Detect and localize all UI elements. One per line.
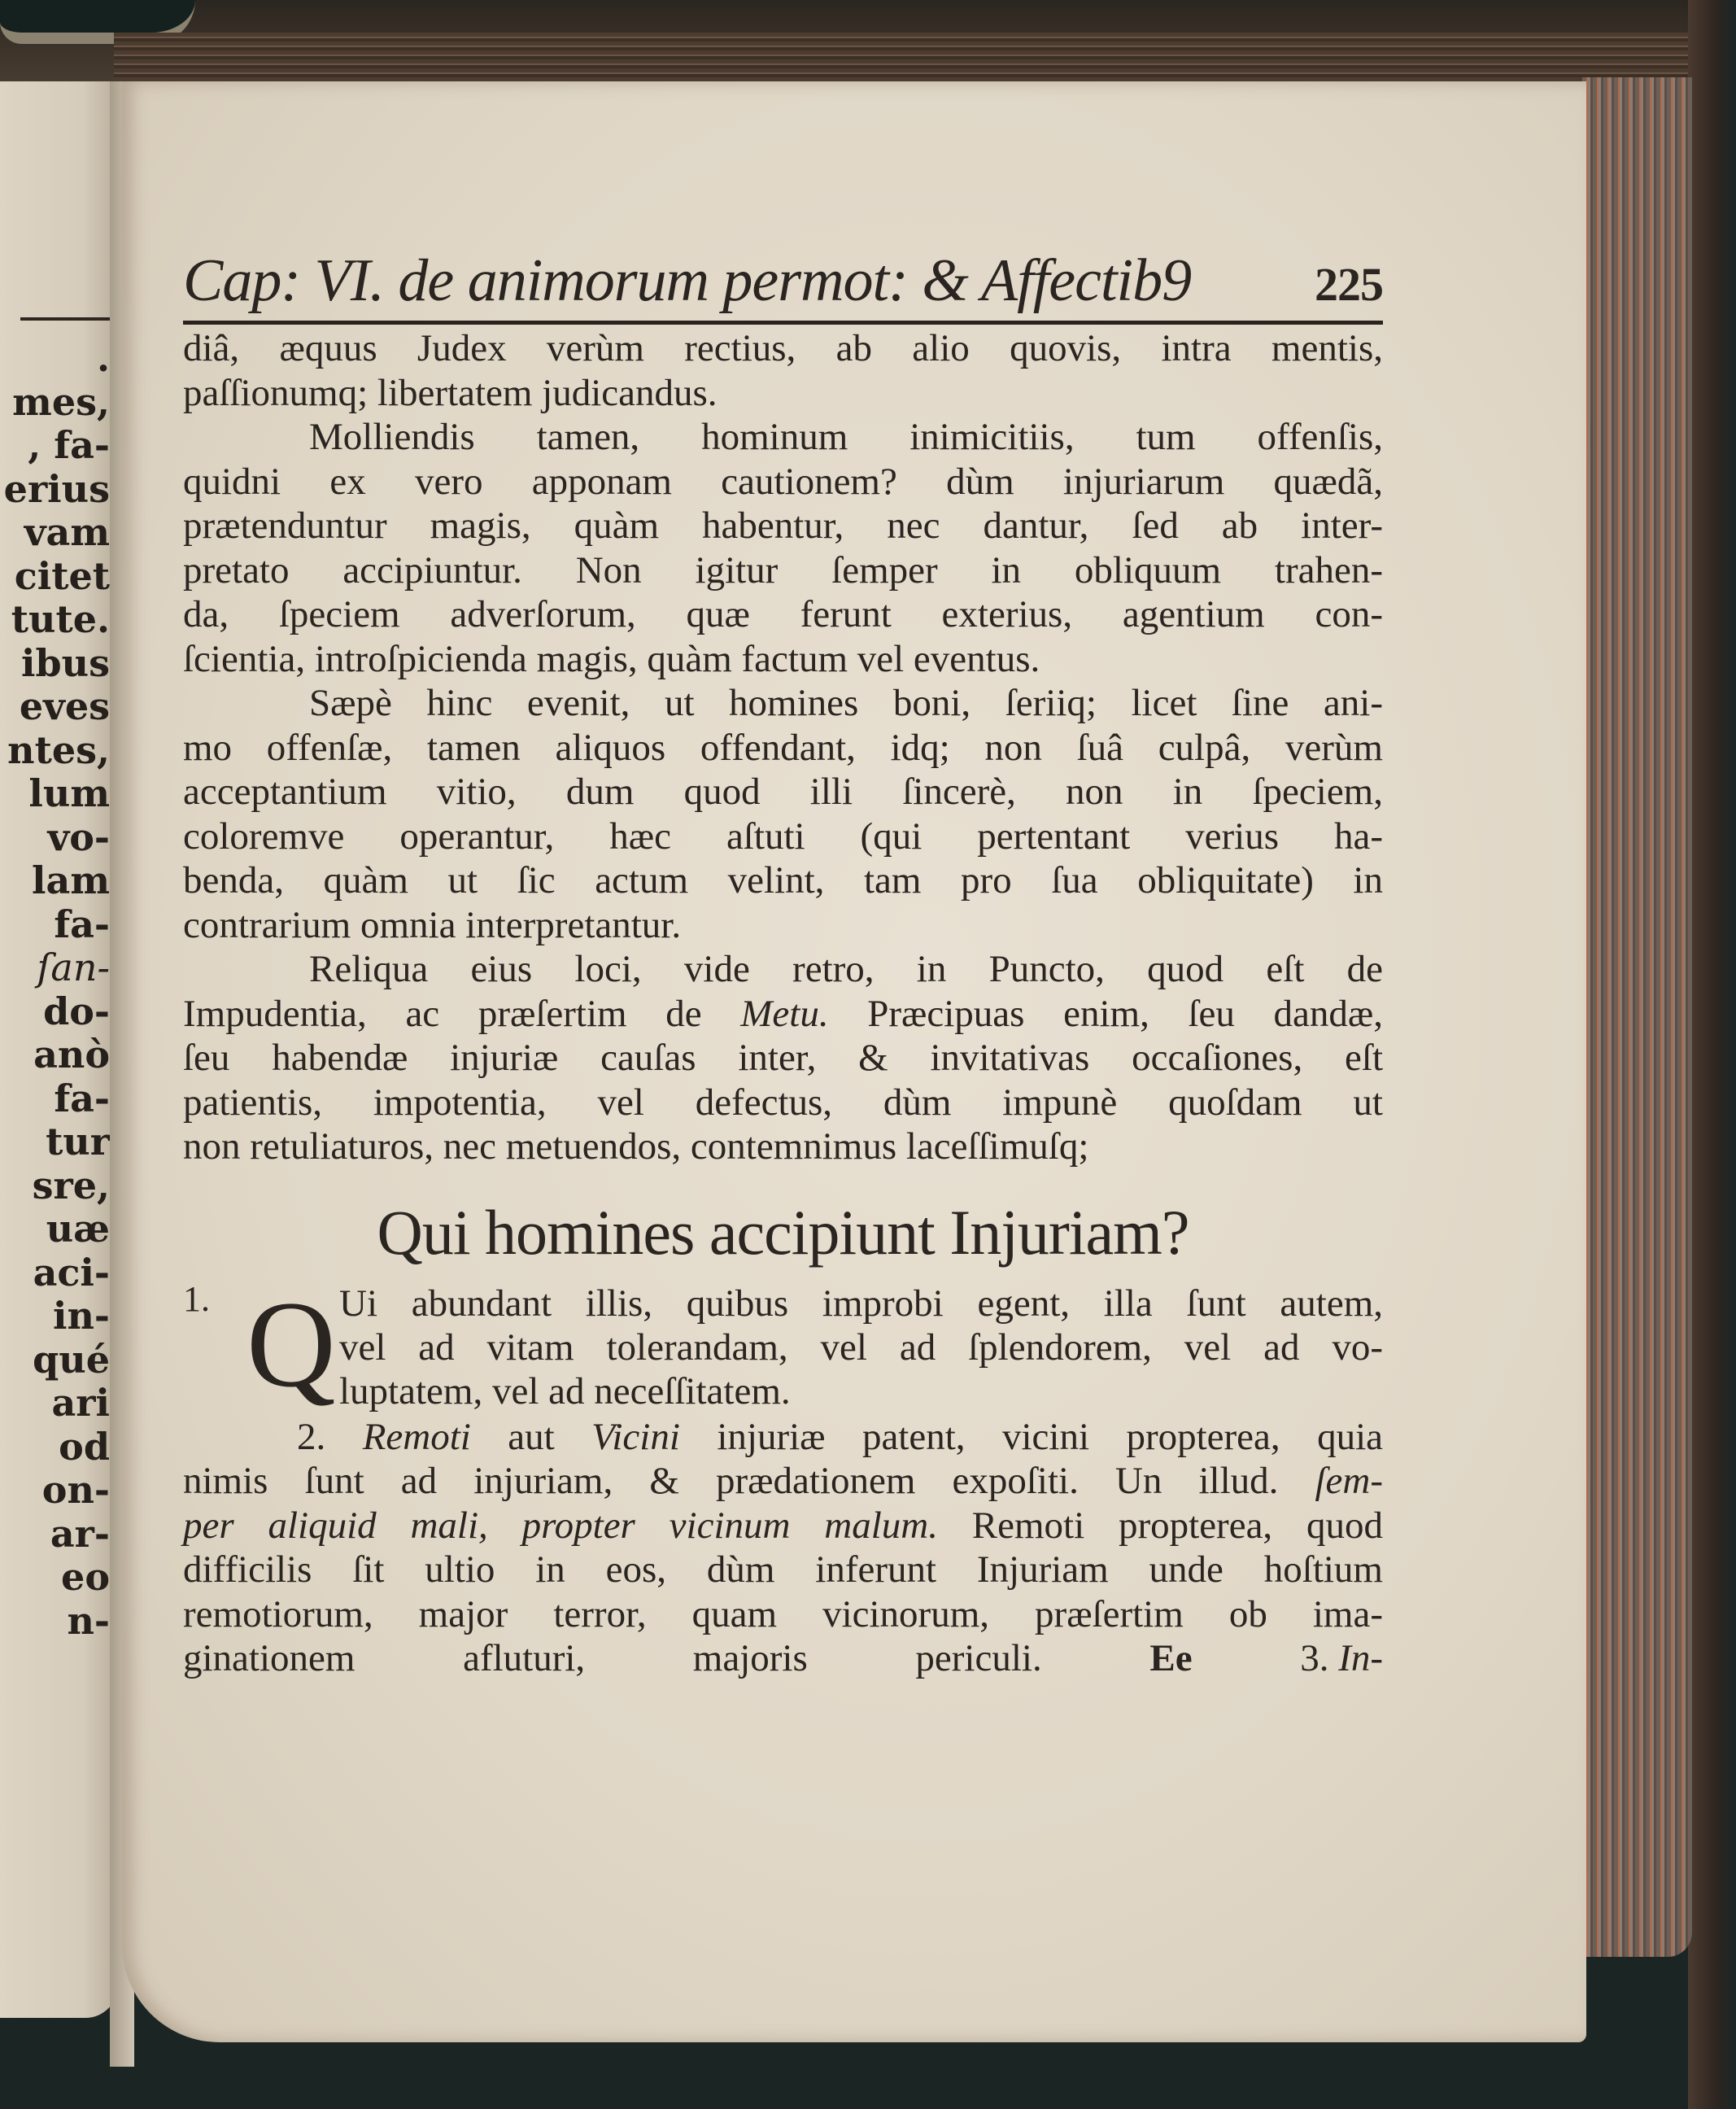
text-line: pretato accipiuntur. Non igitur ſemper in obliquum trahen-	[183, 548, 1383, 592]
text-line	[183, 1504, 1383, 1548]
left-page-fragment: lum	[28, 771, 110, 815]
head-rule	[183, 321, 1383, 325]
paragraph-3	[183, 681, 1383, 947]
text-run: Remoti propterea, quod	[971, 1504, 1383, 1547]
text-run: Præcipuas enim, ſeu dandæ,	[867, 992, 1384, 1035]
left-page-head-rule	[20, 317, 110, 321]
left-page-fragment: mes,	[12, 379, 110, 424]
right-page-text	[183, 244, 1383, 1681]
left-page-fragment: anò	[33, 1033, 110, 1076]
text-line: difficilis ſit ultio in eos, dùm inferunt Injuriam unde hoſtium	[183, 1548, 1383, 1591]
section-title: Qui homines accipiunt Injuriam?	[377, 1196, 1189, 1268]
text-line: mo offenſæ, tamen aliquos offendant, idq; non ſuâ culpâ, verùm	[183, 726, 1383, 769]
paragraph-2	[183, 415, 1383, 681]
text-line	[183, 992, 1383, 1037]
left-page-fragment: eo	[61, 1555, 110, 1599]
italic-run: Metu.	[740, 992, 829, 1035]
left-fragment-top: .	[96, 336, 110, 380]
left-page-fragment: od	[59, 1424, 110, 1469]
text-line	[183, 1415, 1383, 1460]
left-page-fragment: vo-	[47, 814, 110, 859]
text-line: remotiorum, major terror, quam vicinorum, præſertim ob ima-	[183, 1592, 1383, 1635]
text-line	[183, 1636, 1383, 1681]
text-run: Impudentia, ac præſertim de	[183, 992, 702, 1035]
left-page-fragment: lam	[32, 858, 110, 902]
text-line: non retuliaturos, nec metuendos, contemnimus laceſſimuſq;	[183, 1125, 1089, 1168]
page-number: 225	[1315, 258, 1383, 311]
left-page-fragment: fa-	[54, 1076, 110, 1120]
left-page-fragment: tur	[46, 1120, 110, 1164]
text-line: coloremve operantur, hæc aſtuti (qui pertentant verius ha-	[183, 814, 1383, 858]
catchword-number: 3.	[1300, 1637, 1329, 1679]
item-number: 1.	[183, 1278, 210, 1319]
left-page-fragment: erius	[3, 466, 110, 511]
text-line: ſcientia, introſpicienda magis, quàm factum vel eventus.	[183, 637, 1040, 680]
left-page-fragment: ibus	[21, 640, 110, 685]
text-run: injuriæ patent, vicini propterea, quia	[717, 1415, 1383, 1458]
item-number: 2.	[297, 1415, 326, 1458]
paragraph-1	[183, 326, 1383, 415]
text-line: Ui abundant illis, quibus improbi egent, illa ſunt autem,	[339, 1282, 1383, 1325]
italic-run: Remoti	[362, 1415, 471, 1458]
paragraph-4	[183, 947, 1383, 1169]
catchword-italic: In-	[1338, 1637, 1384, 1679]
running-head	[183, 244, 1383, 317]
left-page-fragment: ntes,	[7, 727, 110, 772]
page-fore-edge	[1582, 77, 1692, 1957]
running-head-title: Cap: VI. de animorum permot: & Affectib9	[183, 247, 1192, 314]
text-run: aut	[508, 1415, 555, 1458]
text-line: Reliqua eius loci, vide retro, in Puncto, quod eſt de	[309, 948, 1383, 990]
text-line: quidni ex vero apponam cautionem? dùm injuriarum quædã,	[183, 460, 1383, 503]
text-run: nimis ſunt ad injuriam, & prædationem expoſiti. Un illud.	[183, 1460, 1279, 1502]
text-line: paſſionumq; libertatem judicandus.	[183, 371, 718, 414]
left-page-text-fragments	[0, 317, 110, 1643]
left-page	[0, 81, 118, 2018]
text-run: ginationem afluturi, majoris periculi.	[183, 1637, 1042, 1679]
text-line: contrarium omnia interpretantur.	[183, 903, 682, 946]
left-page-fragment: , fa-	[28, 423, 110, 467]
item-2	[183, 1415, 1383, 1681]
text-line: vel ad vitam tolerandam, vel ad ſplendorem, vel ad vo-	[339, 1325, 1383, 1369]
drop-cap: Q	[246, 1275, 336, 1413]
left-page-fragment: on-	[41, 1468, 110, 1512]
book-cover-right	[1688, 0, 1736, 2109]
text-line: patientis, impotentia, vel defectus, dùm impunè quoſdam ut	[183, 1081, 1383, 1124]
catchword	[1300, 1636, 1383, 1681]
italic-run: Vicini	[591, 1415, 680, 1458]
italic-run: per aliquid mali, propter vicinum malum.	[183, 1504, 938, 1547]
left-page-fragment: ſan-	[37, 945, 110, 989]
text-line: ſeu habendæ injuriæ cauſas inter, & invitativas occaſiones, eſt	[183, 1037, 1383, 1079]
left-page-fragment: eves	[19, 684, 110, 728]
left-page-fragment: n-	[67, 1598, 110, 1643]
text-line: luptatem, vel ad neceſſitatem.	[339, 1369, 791, 1413]
text-line: prætenduntur magis, quàm habentur, nec dantur, ſed ab inter-	[183, 504, 1383, 547]
left-page-fragment: ari	[51, 1381, 110, 1425]
item-1	[183, 1275, 1383, 1418]
text-line: Sæpè hinc evenit, ut homines boni, ſeriiq; licet ſine ani-	[309, 682, 1383, 724]
italic-run: ſem-	[1315, 1460, 1384, 1502]
left-page-fragment: in-	[52, 1294, 110, 1338]
left-page-fragment: uæ	[46, 1207, 110, 1251]
left-page-fragment: sre,	[32, 1163, 110, 1207]
left-page-fragment: citet	[14, 553, 110, 598]
text-line: acceptantium vitio, dum quod illi ſincerè, non in ſpeciem,	[183, 771, 1383, 813]
text-line: diâ, æquus Judex verùm rectius, ab alio quovis, intra mentis,	[183, 327, 1383, 369]
text-line	[183, 1459, 1383, 1504]
left-page-fragment: tute.	[11, 597, 110, 641]
left-page-fragment: vam	[24, 510, 110, 554]
left-page-fragment: do-	[43, 989, 110, 1033]
left-page-fragment: aci-	[33, 1250, 110, 1295]
text-line: da, ſpeciem adverſorum, quæ ferunt exterius, agentium con-	[183, 593, 1383, 635]
text-line: benda, quàm ut ſic actum velint, tam pro ſua obliquitate) in	[183, 859, 1383, 902]
left-page-fragment: fa-	[54, 902, 110, 946]
text-line: Molliendis tamen, hominum inimicitiis, tum offenſis,	[309, 416, 1383, 458]
item-1-lines	[339, 1282, 1383, 1413]
signature-mark: Ee	[1149, 1637, 1193, 1679]
left-page-fragment: ar-	[50, 1511, 110, 1556]
left-page-fragment: qué	[33, 1337, 110, 1382]
